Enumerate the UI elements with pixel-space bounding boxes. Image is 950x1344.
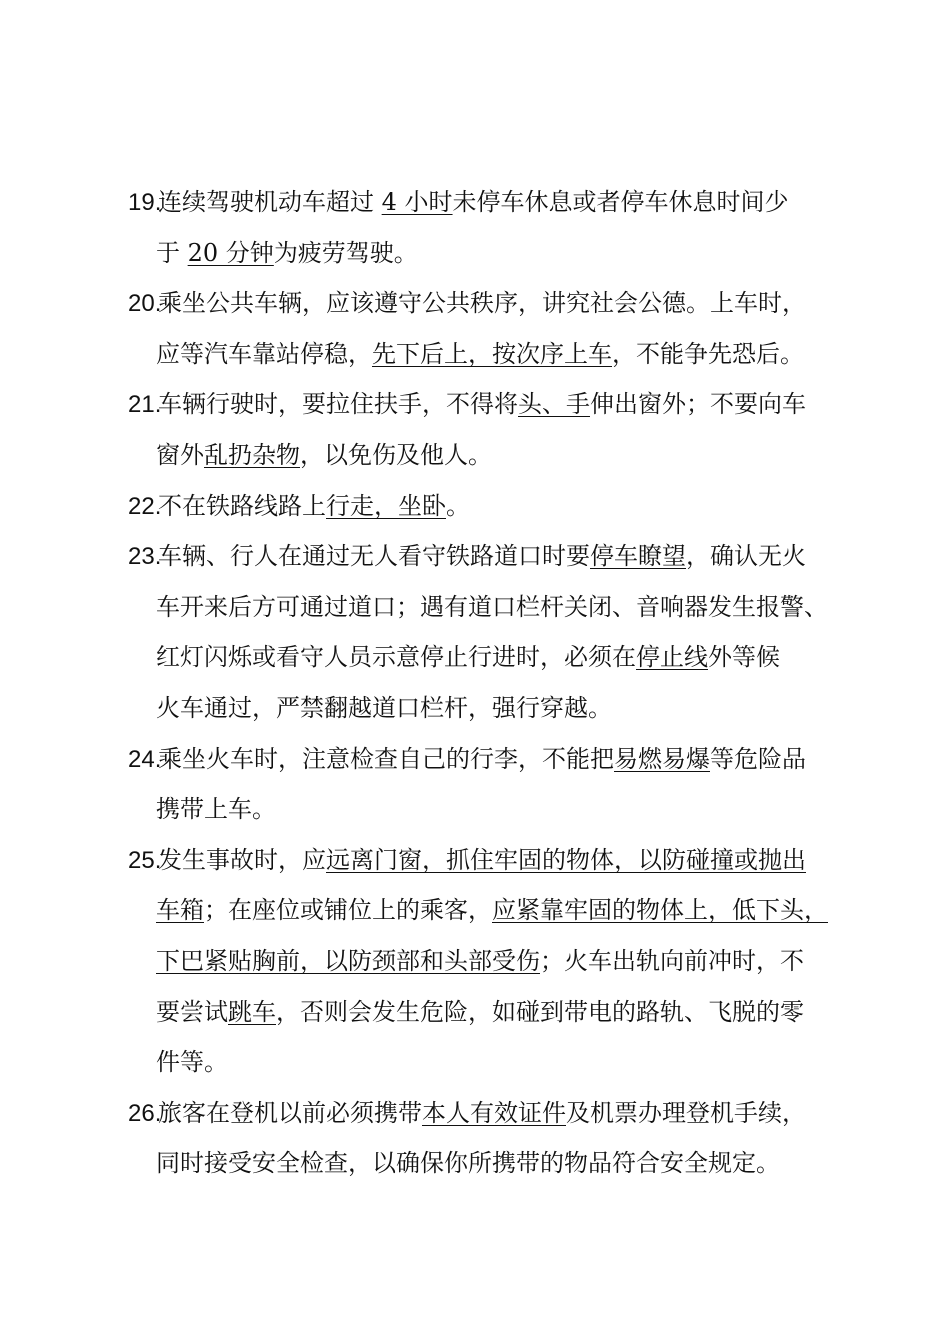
item-number: 21. (128, 391, 162, 419)
underlined-answer: 先下后上，按次序上车 (372, 339, 612, 368)
item-first-line (128, 842, 806, 878)
item-number: 20. (128, 290, 162, 318)
underlined-answer: 远离门窗，抓住牢固的物体，以防碰撞或抛出 (326, 845, 806, 874)
item-text: 火车通过，严禁翻越道口栏杆，强行穿越。 (156, 694, 612, 722)
item-continuation-line (156, 336, 804, 372)
item-text: 外等候 (708, 643, 780, 672)
item-text: 件等。 (156, 1048, 228, 1077)
item-text: 旅客在登机以前必须携带 (158, 1098, 422, 1127)
item-first-line (128, 1095, 806, 1131)
item-text: 及机票办理登机手续， (566, 1098, 806, 1127)
underlined-answer: 乱扔杂物 (204, 441, 300, 469)
item-text: 发生事故时，应 (158, 845, 326, 874)
item-text: 要尝试 (156, 997, 228, 1026)
item-text: ；在座位或铺位上的乘客， (204, 896, 492, 925)
item-first-line (128, 184, 789, 220)
item-continuation-line (156, 690, 612, 726)
underlined-answer: 下巴紧贴胸前，以防颈部和头部受伤 (156, 947, 540, 975)
item-text: 同时接受安全检查，以确保你所携带的物品符合安全规定。 (156, 1149, 780, 1178)
item-continuation-line (156, 791, 276, 827)
item-first-line (128, 488, 470, 524)
item-number: 19. (128, 189, 162, 216)
item-text: 连续驾驶机动车超过 (158, 188, 382, 216)
item-continuation-line (156, 994, 804, 1030)
item-continuation-line (156, 235, 418, 271)
item-number: 25. (128, 846, 162, 874)
item-text: ，以免伤及他人。 (300, 441, 492, 469)
item-text: 车开来后方可通过道口；遇有道口栏杆关闭、音响器发生报警、 (156, 592, 828, 621)
item-text: 窗外 (156, 441, 204, 469)
item-text: 不在铁路线路上 (158, 491, 326, 520)
item-continuation-line (156, 892, 828, 928)
item-number: 22. (128, 492, 162, 520)
item-continuation-line (156, 437, 492, 473)
item-continuation-line (156, 1044, 228, 1080)
underlined-answer: 行走，坐卧 (326, 491, 446, 520)
item-text: 于 (156, 238, 188, 267)
underlined-answer: 应紧靠牢固的物体上，低下头， (492, 896, 828, 925)
underlined-answer: 4 小时 (381, 188, 453, 216)
item-first-line (128, 386, 806, 422)
item-text: 乘坐公共车辆，应该遵守公共秩序，讲究社会公德。上车时， (158, 289, 806, 318)
item-text: 红灯闪烁或看守人员示意停止行进时，必须在 (156, 643, 636, 672)
item-continuation-line (156, 1145, 780, 1181)
underlined-answer: 易燃易爆 (614, 744, 710, 773)
item-text: 未停车休息或者停车休息时间少 (452, 188, 789, 216)
item-text: 车辆、行人在通过无人看守铁路道口时要 (158, 542, 590, 571)
item-text: 等危险品 (710, 744, 806, 773)
item-first-line (128, 538, 806, 574)
underlined-answer: 跳车 (228, 997, 276, 1026)
item-continuation-line (156, 943, 804, 979)
item-first-line (128, 285, 806, 321)
underlined-answer: 车箱 (156, 896, 204, 925)
item-number: 24. (128, 745, 162, 773)
item-text: ；火车出轨向前冲时，不 (540, 947, 804, 975)
item-number: 23. (128, 543, 162, 571)
underlined-answer: 头、手 (518, 390, 590, 419)
item-text: ，确认无火 (686, 542, 806, 571)
item-text: 车辆行驶时，要拉住扶手，不得将 (158, 390, 518, 419)
item-number: 26. (128, 1099, 162, 1127)
item-text: 为疲劳驾驶。 (273, 238, 418, 267)
underlined-answer: 20 分钟 (187, 238, 274, 267)
underlined-answer: 停止线 (636, 643, 708, 672)
item-text: 伸出窗外；不要向车 (590, 390, 806, 419)
item-text: 。 (446, 491, 470, 520)
underlined-answer: 本人有效证件 (422, 1098, 566, 1127)
underlined-answer: 停车瞭望 (590, 542, 686, 571)
item-text: 携带上车。 (156, 795, 276, 824)
item-continuation-line (156, 639, 780, 675)
item-text: ，否则会发生危险，如碰到带电的路轨、飞脱的零 (276, 997, 804, 1026)
item-text: 乘坐火车时，注意检查自己的行李，不能把 (158, 744, 614, 773)
item-continuation-line (156, 589, 828, 625)
item-first-line (128, 741, 806, 777)
item-text: 应等汽车靠站停稳， (156, 339, 372, 368)
item-text: ，不能争先恐后。 (612, 339, 804, 368)
